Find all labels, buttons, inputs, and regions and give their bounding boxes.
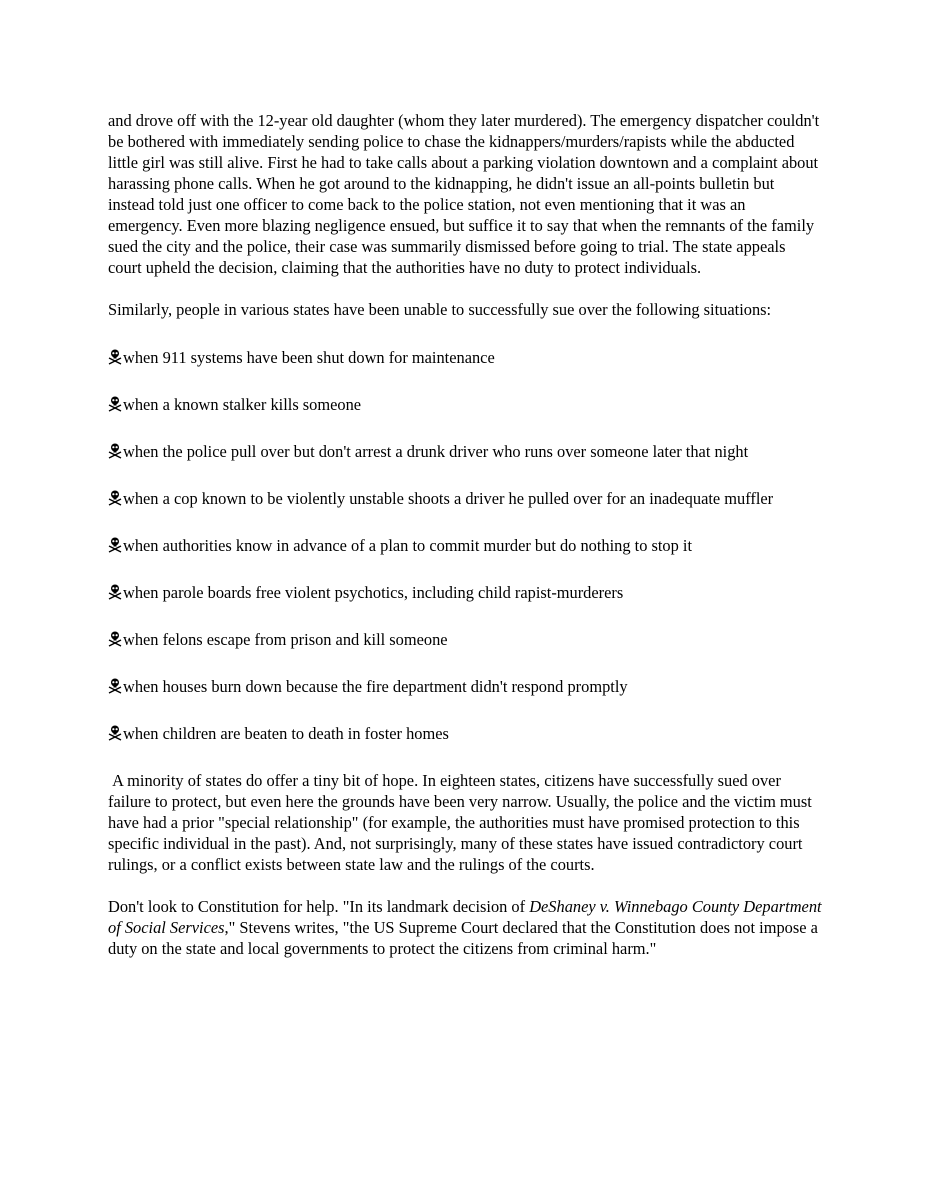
list-item [108, 723, 822, 744]
skull-crossbones-icon [108, 678, 122, 694]
skull-crossbones-icon [108, 537, 122, 553]
paragraph-constitution [108, 896, 822, 959]
paragraph-constitution-end: ," Stevens writes, "the US Supreme Court declared that the Constitution does not impose a duty on the state and local governments to protect the citizens from criminal harm." [108, 918, 818, 958]
skull-crossbones-icon [108, 631, 122, 647]
list-item [108, 394, 822, 415]
list-item [108, 347, 822, 368]
skull-crossbones-icon [108, 584, 122, 600]
list-item-text: when felons escape from prison and kill someone [123, 630, 448, 649]
skull-crossbones-icon [108, 443, 122, 459]
list-item [108, 582, 822, 603]
case-name: DeShaney v. Winnebago County Department of Social Services [108, 897, 822, 937]
list-item-text: when authorities know in advance of a plan to commit murder but do nothing to stop it [123, 536, 693, 555]
skull-crossbones-icon [108, 396, 122, 412]
list-item [108, 676, 822, 697]
list-item-text: when children are beaten to death in foster homes [123, 724, 449, 743]
skull-crossbones-icon [108, 349, 122, 365]
skull-crossbones-icon [108, 490, 122, 506]
paragraph-kidnapping-case: and drove off with the 12-year old daughter (whom they later murdered). The emergency dispatcher couldn't be bothered with immediately sending police to chase the kidnappers/murders/rapists while the abducted little girl was still alive. First he had to take calls about a parking violation downtown and a complaint about harassing phone calls. When he got around to the kidnapping, he didn't issue an all-points bulletin but instead told just one officer to come back to the police station, not even mentioning that it was an emergency. Even more blazing negligence ensued, but suffice it to say that when the remnants of the family sued the city and the police, their case was summarily dismissed before going to trial. The state appeals court upheld the decision, claiming that the authorities have no duty to protect individuals. [108, 111, 820, 277]
list-item [108, 441, 822, 462]
list-item-text: when a known stalker kills someone [123, 395, 362, 414]
paragraph-constitution-start: Don't look to Constitution for help. "In its landmark decision of [108, 897, 530, 916]
list-item-text: when 911 systems have been shut down for maintenance [123, 348, 495, 367]
paragraph-minority-states: A minority of states do offer a tiny bit of hope. In eighteen states, citizens have successfully sued over failure to protect, but even here the grounds have been very narrow. Usually, the police and the victim must have had a prior "special relationship" (for example, the authorities must have promised protection to this specific individual in the past). And, not surprisingly, many of these states have issued contradictory court rulings, or a conflict exists between state law and the rulings of the courts. [108, 771, 816, 874]
skull-crossbones-icon [108, 725, 122, 741]
document-page [108, 110, 822, 959]
list-item-text: when the police pull over but don't arrest a drunk driver who runs over someone later that night [123, 442, 749, 461]
list-item-text: when houses burn down because the fire department didn't respond promptly [123, 677, 628, 696]
list-item-text: when a cop known to be violently unstable shoots a driver he pulled over for an inadequate muffler [123, 489, 774, 508]
paragraph-similarly: Similarly, people in various states have been unable to successfully sue over the following situations: [108, 300, 772, 319]
bullet-list [108, 347, 822, 744]
list-item [108, 629, 822, 650]
list-item [108, 488, 822, 509]
list-item [108, 535, 822, 556]
list-item-text: when parole boards free violent psychotics, including child rapist-murderers [123, 583, 624, 602]
